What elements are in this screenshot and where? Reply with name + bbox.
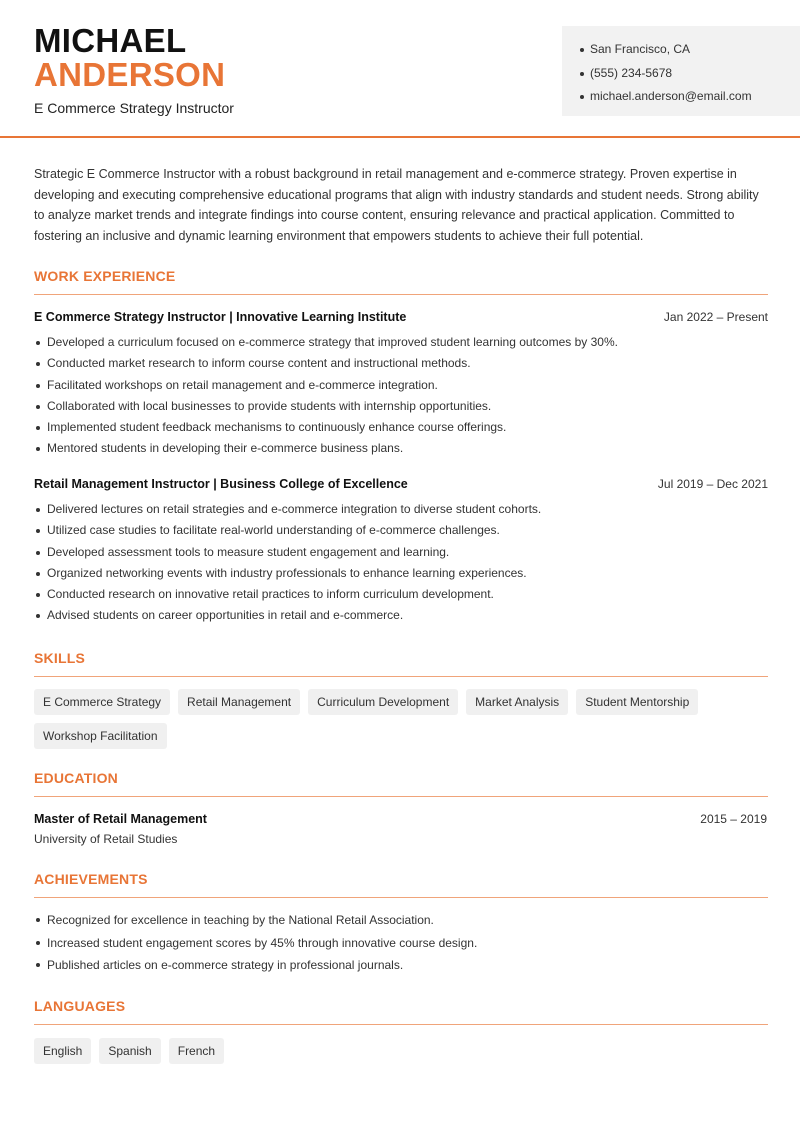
list-item: Implemented student feedback mechanisms to continuously enhance course offerings. [34,417,768,438]
last-name: ANDERSON [34,56,226,93]
skill-chip: Market Analysis [466,689,568,715]
list-item: Increased student engagement scores by 45% through innovative course design. [34,932,768,955]
job-bullets [34,499,768,627]
languages-list [34,1038,768,1064]
section-title-skills: SKILLS [34,650,768,677]
list-item: Conducted research on innovative retail practices to inform curriculum development. [34,584,768,605]
list-item: Advised students on career opportunities in retail and e-commerce. [34,605,768,626]
contact-email[interactable]: michael.anderson@email.com [580,85,800,109]
section-title-work: WORK EXPERIENCE [34,268,768,295]
language-chip: Spanish [99,1038,160,1064]
section-title-education: EDUCATION [34,770,768,797]
skill-chip: Student Mentorship [576,689,698,715]
list-item: Mentored students in developing their e-commerce business plans. [34,438,768,459]
job-header [34,310,768,328]
section-title-achievements: ACHIEVEMENTS [34,871,768,898]
education-dates: 2015 – 2019 [700,812,767,826]
language-chip: French [169,1038,224,1064]
skill-chip: Workshop Facilitation [34,723,167,749]
job-header [34,477,768,495]
language-chip: English [34,1038,91,1064]
job-role: E Commerce Strategy Instructor | Innovative Learning Institute [34,310,407,324]
job-role: Retail Management Instructor | Business College of Excellence [34,477,408,491]
contact-box [562,26,800,116]
education-degree: Master of Retail Management [34,812,207,826]
skills-list [34,689,768,749]
first-name: MICHAEL [34,22,187,59]
achievements-list [34,909,768,977]
job-title: E Commerce Strategy Instructor [34,100,234,116]
list-item: Conducted market research to inform course content and instructional methods. [34,353,768,374]
section-title-languages: LANGUAGES [34,998,768,1025]
contact-location: San Francisco, CA [580,38,800,62]
list-item: Developed a curriculum focused on e-commerce strategy that improved student learning outcomes by 30%. [34,332,768,353]
skill-chip: E Commerce Strategy [34,689,170,715]
list-item: Facilitated workshops on retail management and e-commerce integration. [34,375,768,396]
education-school: University of Retail Studies [34,832,178,846]
skill-chip: Curriculum Development [308,689,458,715]
job-bullets [34,332,768,460]
resume-header [0,0,800,138]
list-item: Developed assessment tools to measure student engagement and learning. [34,542,768,563]
contact-phone: (555) 234-5678 [580,62,800,86]
list-item: Collaborated with local businesses to provide students with internship opportunities. [34,396,768,417]
list-item: Utilized case studies to facilitate real-world understanding of e-commerce challenges. [34,520,768,541]
list-item: Published articles on e-commerce strategy in professional journals. [34,954,768,977]
job-dates: Jul 2019 – Dec 2021 [657,477,768,491]
list-item: Recognized for excellence in teaching by the National Retail Association. [34,909,768,932]
summary-text: Strategic E Commerce Instructor with a robust background in retail management and e-commerce strategy. Proven expertise in developing and executing comprehensive educational programs that align with industry standards and student needs. Strong ability to analyze market trends and integrate findings into course content, ensuring relevance and practical application. Committed to fostering an inclusive and dynamic learning environment that empowers students to achieve their full potential. [34,167,759,243]
list-item: Organized networking events with industry professionals to enhance learning experiences. [34,563,768,584]
job-dates: Jan 2022 – Present [663,310,768,324]
list-item: Delivered lectures on retail strategies and e-commerce integration to diverse student cohorts. [34,499,768,520]
skill-chip: Retail Management [178,689,300,715]
